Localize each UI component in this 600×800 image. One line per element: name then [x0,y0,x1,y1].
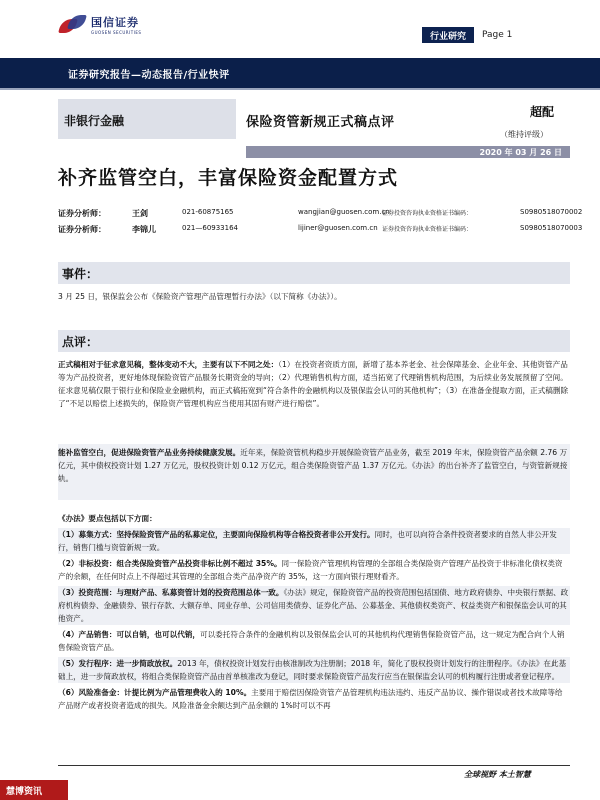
divider [0,88,600,90]
point-text: 同一保险资产管理机构管理的全部组合类保险资产管理产品投资于非标准化债权类资产的余额，在任何时点上不得超过其管理的全部组合类产品净资产的 35%，这一方面向银行理财看齐。 [58,559,563,581]
points-heading: 《办法》要点包括以下方面： [58,514,157,523]
event-heading-bar [58,262,570,284]
point-lead: （4）产品销售：可以自销，也可以代销， [58,630,200,639]
rating: 超配 [530,105,555,119]
point-item [58,628,570,654]
point-text: 主要用于赔偿因保险资管产品管理机构违法违约、违反产品协议、操作错误或者技术故障等给产品财产或者投资者造成的损失。风险准备金余额达到产品余额的 1%时可以不再 [58,688,563,710]
analyst-email[interactable]: wangjian@guosen.com.cn [298,208,390,216]
analyst-name: 李锦儿 [132,225,156,234]
analyst-phone: 021-60875165 [182,208,234,216]
event-text: 3 月 25 日，银保监会公布《保险资产管理产品管理暂行办法》（以下简称《办法》）。 [58,292,342,301]
footer-divider [58,765,570,766]
headline: 补齐监管空白，丰富保险资金配置方式 [58,167,399,189]
point-lead: （2）非标投资：组合类保险资管产品投资非标比例不超过 35%。 [58,559,282,568]
analyst-phone: 021—60933164 [182,224,238,232]
analyst-cert-label: 证券投资咨询执业资格证书编码： [382,210,473,217]
comment-heading-bar [58,330,570,352]
point-text: 《办法》规定，保险资管产品的投资范围包括国债、地方政府债券、中央银行票据、政府机构债券、金融债券、银行存款、大额存单、同业存单、公司信用类债券、证券化产品、公募基金、其他债权类资产、权益类资产和银保监会认可的其他资产。 [58,588,569,623]
point-lead: （5）发行程序：进一步简政放权。 [58,659,178,668]
point-lead: （6）风险准备金：计提比例为产品管理费收入的 10%。 [58,688,252,697]
para1-text: （1）在投资者资质方面，新增了基本养老金、社会保障基金、企业年金、其他资管产品等为产品投资者，更好地体现保险资管产品服务长期资金的导向；（2）代理销售机构方面，适当拓宽了代理销售机构范围，为后续业务发展预留了空间。征求意见稿仅限于银行业和保险业金融机构，而正式稿拓宽到“符合条件的金融机构以及银保监会认可的其他机构”；（3）在准备金提取方面，正式稿删除了“不足以赔偿上述损失的，保险资产管理机构应当使用其固有财产进行赔偿”。 [58,360,569,408]
para1-lead: 正式稿相对于征求意见稿，整体变动不大，主要有以下不同之处： [58,360,279,369]
point-text: 可以委托符合条件的金融机构以及银保监会认可的其他机构代理销售保险资管产品，这一规定为配合向个人销售保险资管产品。 [58,630,565,652]
points-intro [58,512,570,525]
report-type: 证券研究报告—动态报告/行业快评 [68,70,230,81]
comment-paragraph-1 [58,358,570,410]
point-item [58,586,570,625]
analyst-role: 证券分析师： [58,209,106,218]
comment-heading: 点评： [62,335,99,349]
point-text: 2013 年，债权投资计划发行由核准制改为注册制；2018 年，简化了股权投资计划发行的注册程序。《办法》在此基础上，进一步简政放权，将组合类保险资管产品由首单核准改为登记，同时要求保险资管产品发行应当在银保监会认可的机构履行注册或者登记程序。 [58,659,567,681]
point-item [58,557,570,583]
logo-mark-icon [60,15,86,35]
company-name: 国信证券 [91,16,139,29]
points-list [58,528,570,712]
company-logo [60,14,141,35]
para2-text: 近年来，保险资管机构稳步开展保险资管产品业务，截至 2019 年末，保险资管产品余额 2.76 万亿元，其中债权投资计划 1.27 万亿元，股权投资计划 0.12 万亿元，组合类保险资管产品 1.37 万亿元。《办法》的出台补齐了监管空白，与资管新规接轨。 [58,448,568,483]
company-name-en: GUOSEN SECURITIES [91,30,142,35]
page-number: Page 1 [482,30,513,40]
analyst-list [58,208,583,240]
point-item [58,528,570,554]
report-title: 保险资管新规正式稿点评 [246,115,395,130]
watermark: 慧博资讯 [0,780,68,800]
report-date: 2020 年 03 月 26 日 [479,148,562,157]
date-bar [246,146,570,158]
analyst-row [58,224,583,240]
analyst-cert-no: S0980518070003 [520,224,583,232]
category-tag: 行业研究 [422,27,474,43]
point-item [58,686,570,712]
point-item [58,657,570,683]
analyst-cert-label: 证券投资咨询执业资格证书编码： [382,226,473,233]
sector-label: 非银行金融 [64,114,125,128]
header-right [422,27,512,43]
analyst-name: 王剑 [132,209,148,218]
point-text: 同时，也可以向符合条件投资者要求的自然人非公开发行，销售门槛与资管新规一致。 [58,530,557,552]
report-type-band [0,58,600,88]
footer-slogan: 全球视野 本土智慧 [464,770,531,779]
analyst-row [58,208,583,224]
analyst-email[interactable]: lijiner@guosen.com.cn [298,224,378,232]
comment-paragraph-2 [58,446,570,485]
analyst-role: 证券分析师： [58,225,106,234]
point-lead: （1）募集方式：坚持保险资管产品的私募定位，主要面向保险机构等合格投资者非公开发行。 [58,530,375,539]
rating-note: （维持评级） [500,130,548,139]
event-heading: 事件： [62,267,99,281]
para2-lead: 能补监管空白，促进保险资管产品业务持续健康发展。 [58,448,241,457]
analyst-cert-no: S0980518070002 [520,208,583,216]
point-lead: （3）投资范围：与理财产品、私募资管计划的投资范围总体一致。 [58,588,284,597]
